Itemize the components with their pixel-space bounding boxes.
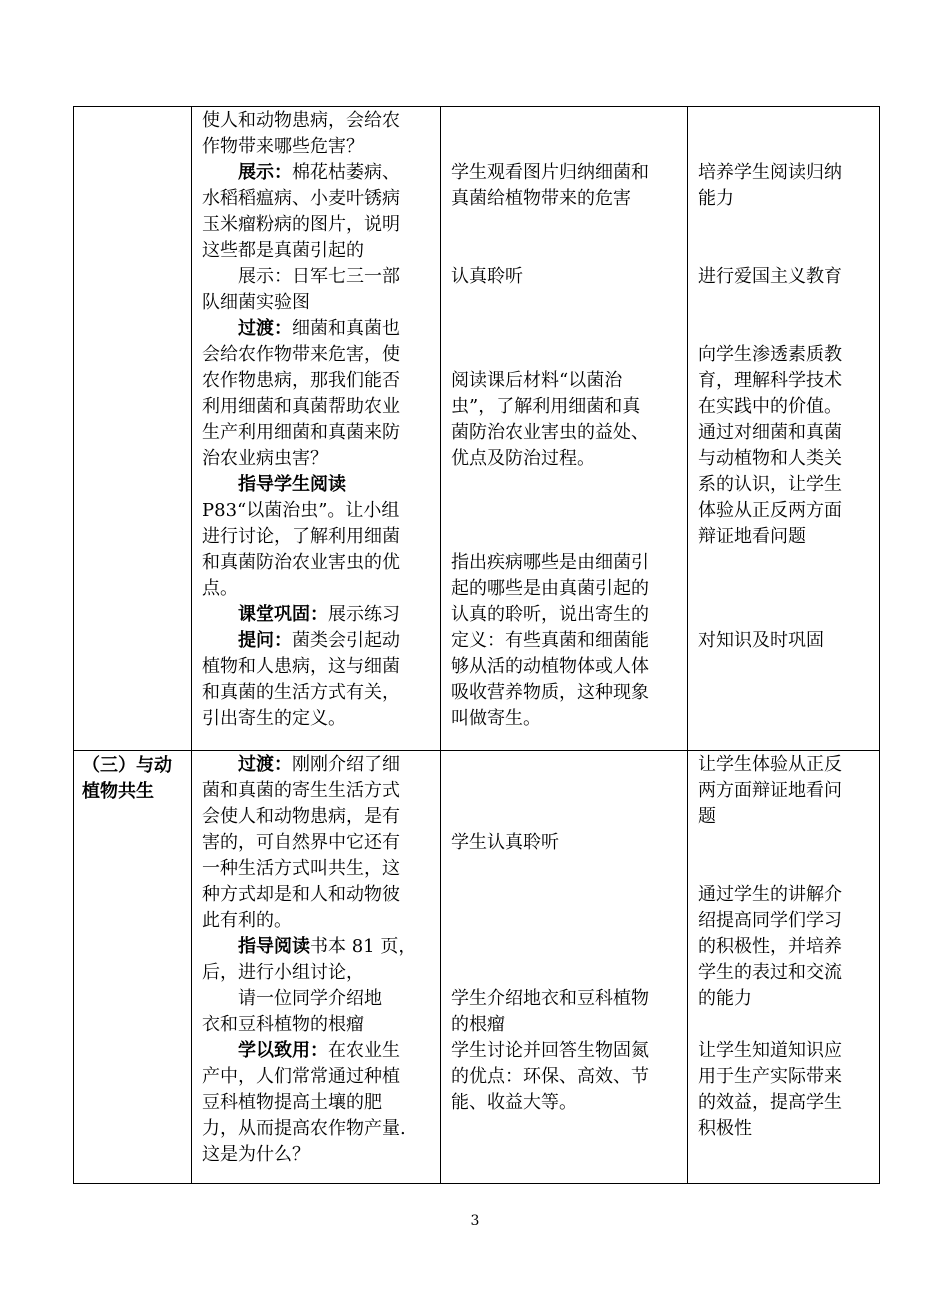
text-line: 菌防治农业害虫的益处、 bbox=[451, 422, 649, 443]
bold-label: 指导阅读 bbox=[238, 936, 310, 957]
text-segment: 植物和人患病，这与细菌 bbox=[202, 656, 400, 677]
text-line: 进行爱国主义教育 bbox=[698, 266, 842, 287]
text-segment: 会给农作物带来危害，使 bbox=[202, 344, 400, 365]
text-segment: 引出寄生的定义。 bbox=[202, 708, 346, 729]
text-segment: 使人和动物患病，会给农 bbox=[202, 110, 400, 131]
text-line: 用于生产实际带来 bbox=[698, 1066, 842, 1087]
text-line: 认真的聆听，说出寄生的 bbox=[451, 604, 649, 625]
text-line: 通过学生的讲解介 bbox=[698, 884, 842, 905]
text-line bbox=[202, 186, 400, 212]
table-row bbox=[74, 107, 880, 751]
design-intent-cell bbox=[688, 751, 880, 1184]
text-line bbox=[202, 550, 400, 576]
text-segment: 队细菌实验图 bbox=[202, 292, 310, 313]
text-line: 题 bbox=[698, 806, 716, 827]
text-segment: 此有利的。 bbox=[202, 910, 292, 931]
text-segment: 水稻稻瘟病、小麦叶锈病 bbox=[202, 188, 400, 209]
text-segment: 农作物患病，那我们能否 bbox=[202, 370, 400, 391]
text-line: 培养学生阅读归纳 bbox=[698, 162, 842, 183]
text-segment: 会使人和动物患病，是有 bbox=[202, 806, 400, 827]
text-line bbox=[202, 654, 400, 680]
text-segment: 利用细菌和真菌帮助农业 bbox=[202, 396, 400, 417]
text-line: 通过对细菌和真菌 bbox=[698, 422, 842, 443]
text-line: 指出疾病哪些是由细菌引 bbox=[451, 552, 649, 573]
text-line bbox=[202, 290, 310, 316]
text-line bbox=[202, 856, 400, 882]
table-row bbox=[74, 751, 880, 1184]
text-line: 两方面辩证地看问 bbox=[698, 780, 842, 801]
text-segment: 刚刚介绍了细 bbox=[292, 754, 400, 775]
text-line bbox=[202, 1012, 364, 1038]
bold-label: 学以致用： bbox=[238, 1040, 328, 1061]
text-line bbox=[202, 882, 400, 908]
text-segment: 和真菌防治农业害虫的优 bbox=[202, 552, 400, 573]
text-line: 向学生渗透素质教 bbox=[698, 344, 842, 365]
text-line bbox=[202, 1090, 382, 1116]
text-line bbox=[202, 368, 400, 394]
stage-cell bbox=[74, 751, 192, 1184]
text-line: 能力 bbox=[698, 188, 734, 209]
text-segment: 这些都是真菌引起的 bbox=[202, 240, 364, 261]
text-segment: 棉花枯萎病、 bbox=[292, 162, 400, 183]
text-line bbox=[202, 908, 292, 934]
text-line: 定义：有些真菌和细菌能 bbox=[451, 630, 649, 651]
text-line bbox=[202, 752, 400, 778]
bold-label: 展示： bbox=[238, 162, 292, 183]
text-line: 让学生体验从正反 bbox=[698, 754, 842, 775]
text-line: 真菌给植物带来的危害 bbox=[451, 188, 631, 209]
text-line bbox=[202, 1116, 406, 1142]
text-line: 辩证地看问题 bbox=[698, 526, 806, 547]
text-line: 的优点：环保、高效、节 bbox=[451, 1066, 649, 1087]
text-line: 吸收营养物质，这种现象 bbox=[451, 682, 649, 703]
text-line: 与动植物和人类关 bbox=[698, 448, 842, 469]
text-segment: 展示：日军七三一部 bbox=[238, 266, 400, 287]
text-line bbox=[202, 706, 346, 732]
text-line: 学生介绍地衣和豆科植物 bbox=[451, 988, 649, 1009]
text-segment: 治农业病虫害？ bbox=[202, 448, 328, 469]
text-line: 学生认真聆听 bbox=[451, 832, 559, 853]
bold-label: 提问： bbox=[238, 630, 292, 651]
text-line bbox=[202, 316, 400, 342]
text-line bbox=[202, 778, 400, 804]
text-segment: 作物带来哪些危害？ bbox=[202, 136, 364, 157]
text-line bbox=[202, 264, 400, 290]
text-line: 的能力 bbox=[698, 988, 752, 1009]
text-line: 学生讨论并回答生物固氮 bbox=[451, 1040, 649, 1061]
text-line: 认真聆听 bbox=[451, 266, 523, 287]
text-segment: 和真菌的生活方式有关， bbox=[202, 682, 400, 703]
text-line bbox=[202, 238, 364, 264]
text-line: 优点及防治过程。 bbox=[451, 448, 595, 469]
text-line: 起的哪些是由真菌引起的 bbox=[451, 578, 649, 599]
text-segment: 点。 bbox=[202, 578, 238, 599]
text-line: 在实践中的价值。 bbox=[698, 396, 842, 417]
text-segment: 这是为什么？ bbox=[202, 1144, 310, 1165]
text-line bbox=[202, 830, 400, 856]
lesson-plan-table bbox=[73, 106, 880, 1184]
text-line: 够从活的动植物体或人体 bbox=[451, 656, 649, 677]
text-line bbox=[202, 680, 400, 706]
text-line bbox=[202, 986, 382, 1012]
text-line: 的效益，提高学生 bbox=[698, 1092, 842, 1113]
student-activity-cell bbox=[441, 107, 688, 751]
student-activity-cell bbox=[441, 751, 688, 1184]
text-line bbox=[202, 524, 400, 550]
bold-label: 指导学生阅读 bbox=[238, 474, 346, 495]
bold-label: 过渡： bbox=[238, 318, 292, 339]
bold-label: 过渡： bbox=[238, 754, 292, 775]
text-line: 的积极性，并培养 bbox=[698, 936, 842, 957]
text-line bbox=[202, 934, 416, 960]
text-line: 学生观看图片归纳细菌和 bbox=[451, 162, 649, 183]
text-segment: 菌和真菌的寄生生活方式 bbox=[202, 780, 400, 801]
stage-title bbox=[74, 751, 191, 805]
text-segment: 种方式却是和人和动物彼 bbox=[202, 884, 400, 905]
text-line bbox=[202, 160, 400, 186]
design-intent-cell bbox=[688, 107, 880, 751]
text-segment: 书本 81 页， bbox=[310, 936, 417, 957]
text-segment: 害的，可自然界中它还有 bbox=[202, 832, 400, 853]
stage-title-line: （三）与动 bbox=[82, 755, 172, 776]
text-line: 系的认识，让学生 bbox=[698, 474, 842, 495]
text-line bbox=[202, 342, 400, 368]
text-line bbox=[202, 804, 400, 830]
text-segment: 后，进行小组讨论， bbox=[202, 962, 364, 983]
stage-cell bbox=[74, 107, 192, 751]
text-line: 的根瘤 bbox=[451, 1014, 505, 1035]
text-segment: 生产利用细菌和真菌来防 bbox=[202, 422, 400, 443]
text-segment: 请一位同学介绍地 bbox=[238, 988, 382, 1009]
text-line bbox=[202, 420, 400, 446]
text-line bbox=[202, 602, 400, 628]
text-segment: 一种生活方式叫共生，这 bbox=[202, 858, 400, 879]
text-segment: 豆科植物提高土壤的肥 bbox=[202, 1092, 382, 1113]
text-segment: P83“以菌治虫”。让小组 bbox=[202, 500, 400, 521]
text-line bbox=[202, 1142, 310, 1168]
text-line bbox=[202, 472, 346, 498]
text-segment: 衣和豆科植物的根瘤 bbox=[202, 1014, 364, 1035]
text-line bbox=[202, 576, 238, 602]
text-segment: 菌类会引起动 bbox=[292, 630, 400, 651]
text-line bbox=[202, 212, 400, 238]
text-segment: 玉米瘤粉病的图片，说明 bbox=[202, 214, 400, 235]
text-segment: 力，从而提高农作物产量. bbox=[202, 1118, 406, 1139]
text-line bbox=[202, 960, 364, 986]
text-segment: 产中，人们常常通过种植 bbox=[202, 1066, 400, 1087]
text-line bbox=[202, 134, 364, 160]
text-line bbox=[202, 1064, 400, 1090]
text-line: 体验从正反两方面 bbox=[698, 500, 842, 521]
text-line: 学生的表过和交流 bbox=[698, 962, 842, 983]
text-line: 积极性 bbox=[698, 1118, 752, 1139]
text-line: 能、收益大等。 bbox=[451, 1092, 577, 1113]
text-segment: 细菌和真菌也 bbox=[292, 318, 400, 339]
teacher-activity-cell bbox=[192, 751, 441, 1184]
text-line: 让学生知道知识应 bbox=[698, 1040, 842, 1061]
text-line: 对知识及时巩固 bbox=[698, 630, 824, 651]
teacher-activity-cell bbox=[192, 107, 441, 751]
text-line bbox=[202, 1038, 400, 1064]
text-segment: 展示练习 bbox=[328, 604, 400, 625]
text-line bbox=[202, 498, 399, 524]
stage-title-line: 植物共生 bbox=[82, 781, 154, 802]
text-line: 虫”，了解利用细菌和真 bbox=[451, 396, 641, 417]
text-line: 育，理解科学技术 bbox=[698, 370, 842, 391]
text-line: 绍提高同学们学习 bbox=[698, 910, 842, 931]
text-line bbox=[202, 446, 328, 472]
text-line: 叫做寄生。 bbox=[451, 708, 541, 729]
text-line bbox=[202, 394, 400, 420]
text-segment: 进行讨论，了解利用细菌 bbox=[202, 526, 400, 547]
text-segment: 在农业生 bbox=[328, 1040, 400, 1061]
text-line bbox=[202, 628, 400, 654]
text-line: 阅读课后材料“以菌治 bbox=[451, 370, 623, 391]
text-line bbox=[202, 108, 400, 134]
page-number: 3 bbox=[470, 1213, 480, 1229]
bold-label: 课堂巩固： bbox=[238, 604, 328, 625]
